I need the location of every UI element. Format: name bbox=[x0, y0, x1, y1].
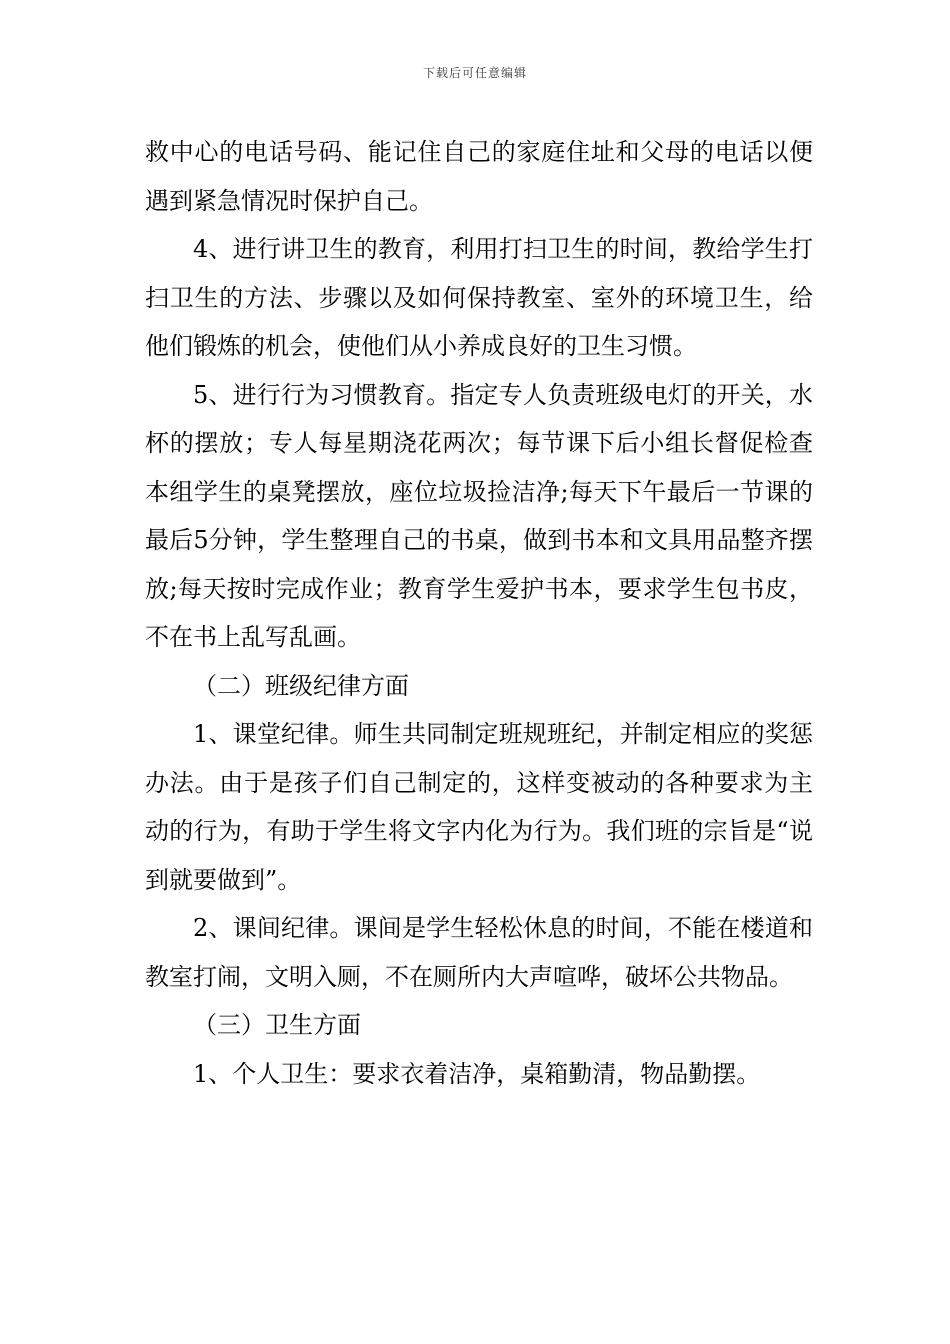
paragraph-classroom-discipline: 1、课堂纪律。师生共同制定班规班纪，并制定相应的奖惩办法。由于是孩子们自己制定的，这样变被动的各种要求为主动的行为，有助于学生将文字内化为行为。我们班的宗旨是“说到就要做到”。 bbox=[145, 720, 813, 894]
section-heading-hygiene: （三）卫生方面 bbox=[193, 1011, 361, 1039]
paragraph-break-discipline: 2、课间纪律。课间是学生轻松休息的时间，不能在楼道和教室打闹，文明入厕，不在厕所内大声喧哗，破坏公共物品。 bbox=[145, 914, 813, 991]
paragraph-behavior-habits: 5、进行行为习惯教育。指定专人负责班级电灯的开关，水杯的摆放；专人每星期浇花两次；每节课下后小组长督促检查本组学生的桌凳摆放，座位垃圾捡洁净;每天下午最后一节课的最后5分钟，学生整理自己的书桌，做到书本和文具用品整齐摆放;每天按时完成作业；教育学生爱护书本，要求学生包书皮，不在书上乱写乱画。 bbox=[145, 380, 813, 651]
paragraph-personal-hygiene: 1、个人卫生：要求衣着洁净，桌箱勤清，物品勤摆。 bbox=[193, 1059, 761, 1088]
document-body bbox=[145, 128, 813, 1098]
paragraph-continuation: 救中心的电话号码、能记住自己的家庭住址和父母的电话以便遇到紧急情况时保护自己。 bbox=[145, 138, 813, 215]
page-header: 下载后可任意编辑 bbox=[422, 66, 527, 80]
paragraph-hygiene-education: 4、进行讲卫生的教育，利用打扫卫生的时间，教给学生打扫卫生的方法、步骤以及如何保持教室、室外的环境卫生，给他们锻炼的机会，使他们从小养成良好的卫生习惯。 bbox=[145, 235, 813, 360]
section-heading-class-discipline: （二）班级纪律方面 bbox=[193, 671, 409, 700]
